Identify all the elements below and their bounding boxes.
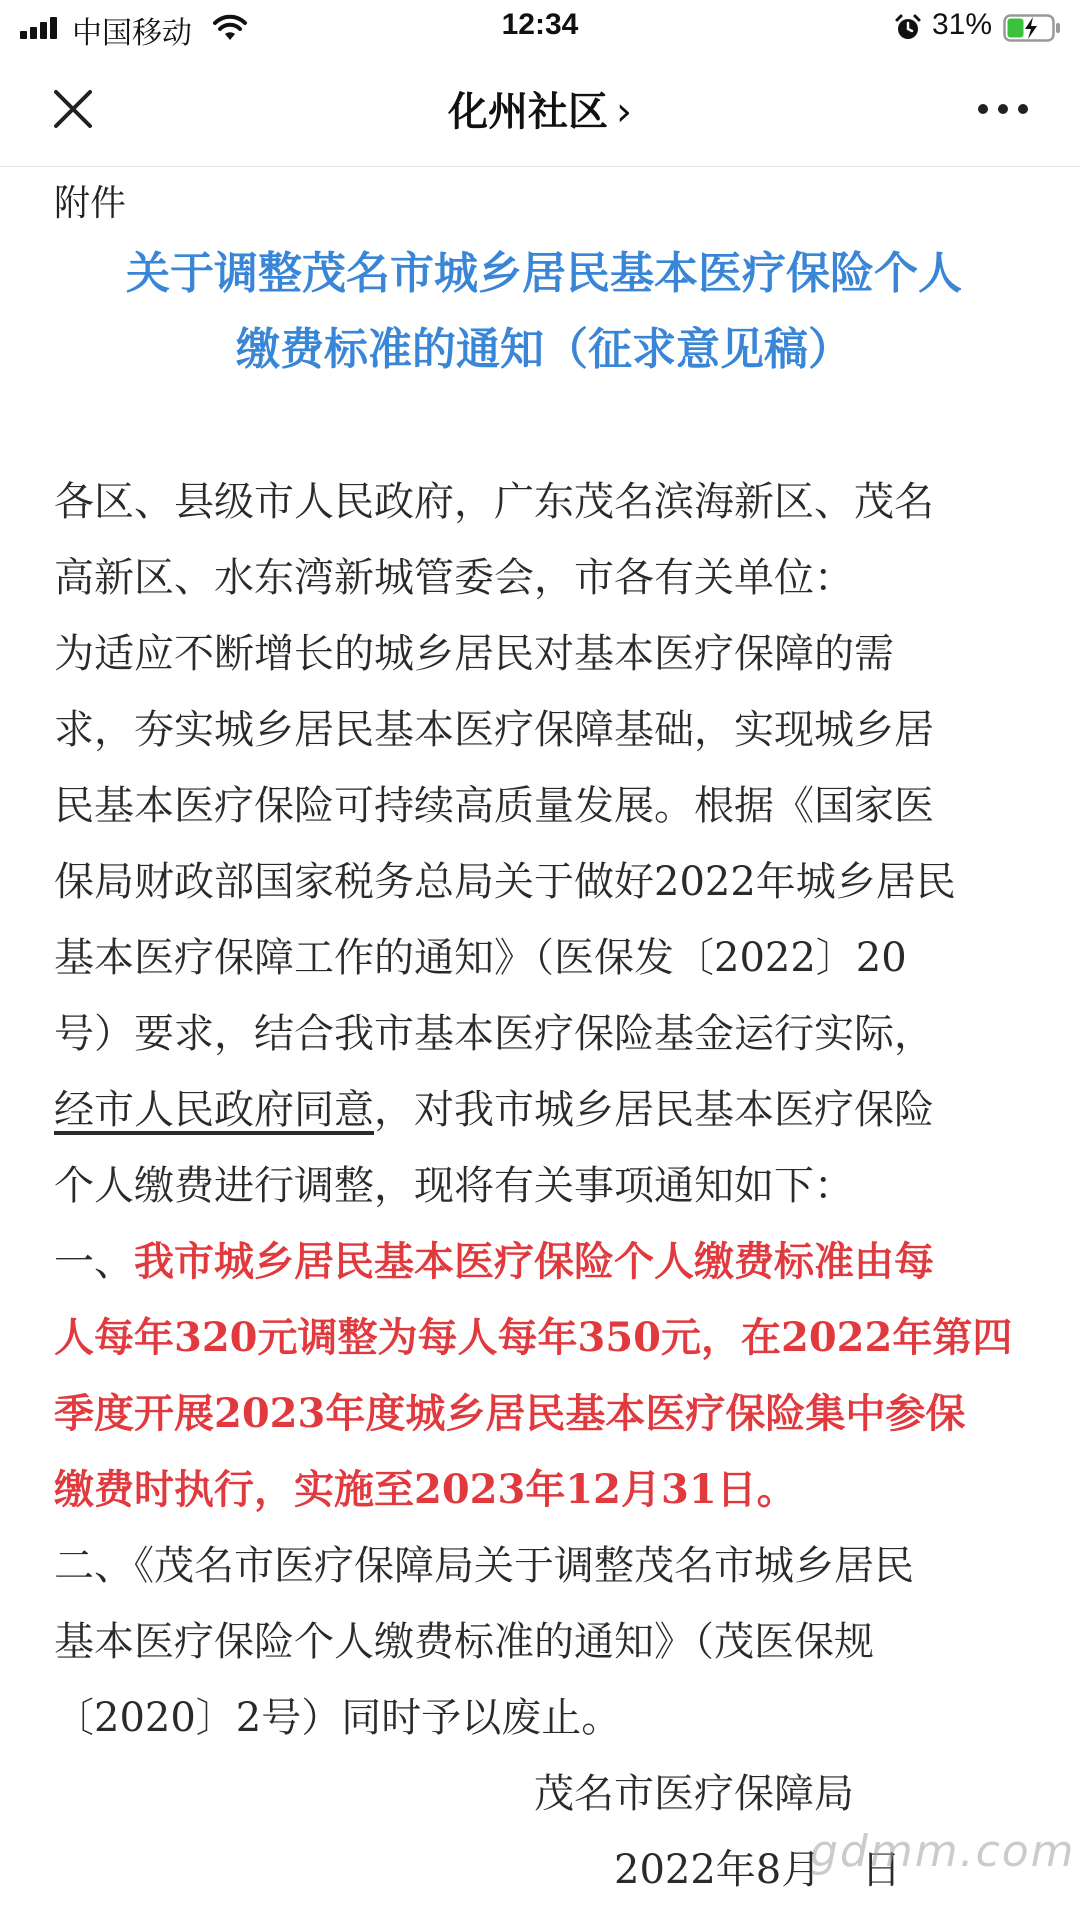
- item-one-prefix: 一、: [54, 1239, 134, 1285]
- paragraph-line: 个人缴费进行调整，现将有关事项通知如下：: [54, 1163, 854, 1209]
- item-one-line: 人每年320元调整为每人每年350元，在2022年第四: [54, 1314, 1013, 1361]
- paragraph-line: 民基本医疗保险可持续高质量发展。根据《国家医: [54, 783, 934, 829]
- paragraph-line: 求，夯实城乡居民基本医疗保障基础，实现城乡居: [54, 707, 934, 753]
- document-title-line: 缴费标准的通知（征求意见稿）: [236, 324, 852, 375]
- paragraph-line: 号）要求，结合我市基本医疗保险基金运行实际，: [54, 1011, 934, 1057]
- nav-bar: [0, 56, 1080, 167]
- paragraph-line: 各区、县级市人民政府，广东茂名滨海新区、茂名: [54, 479, 934, 525]
- article-body: [54, 166, 1034, 1908]
- item-one-line: [54, 1224, 1034, 1300]
- item-two-line: 〔2020〕2号）同时予以废止。: [54, 1695, 622, 1741]
- clock-time: 12:34: [501, 8, 579, 41]
- carrier-name: 中国移动: [72, 16, 192, 51]
- item-one-line: 缴费时执行，实施至2023年12月31日。: [54, 1466, 797, 1513]
- underlined-phrase: 经市人民政府同意: [54, 1087, 374, 1133]
- notice-body: [54, 464, 1034, 1756]
- battery-charging-icon: [1003, 14, 1061, 42]
- document-title: [54, 236, 1034, 388]
- account-title-link[interactable]: 化州社区: [448, 89, 608, 135]
- issue-date: 2022年8月 日: [614, 1847, 902, 1893]
- paragraph-line: 为适应不断增长的城乡居民对基本医疗保障的需: [54, 631, 894, 677]
- attachment-label: 附件: [54, 183, 127, 224]
- paragraph-line: [54, 1072, 1034, 1148]
- battery-percent: 31%: [932, 8, 993, 41]
- paragraph-line-rest: ，对我市城乡居民基本医疗保险: [374, 1087, 934, 1133]
- issuing-authority: 茂名市医疗保障局: [534, 1771, 854, 1817]
- status-bar: [0, 0, 1080, 56]
- alarm-icon: [893, 13, 923, 43]
- watermark: gdmm.com: [810, 1826, 1076, 1877]
- paragraph-line: 高新区、水东湾新城管委会，市各有关单位：: [54, 555, 854, 601]
- paragraph-line: 保局财政部国家税务总局关于做好2022年城乡居民: [54, 859, 956, 905]
- item-two-line: 二、《茂名市医疗保障局关于调整茂名市城乡居民: [54, 1543, 914, 1589]
- item-two-line: 基本医疗保险个人缴费标准的通知》（茂医保规: [54, 1619, 874, 1665]
- item-one-emphasis: 我市城乡居民基本医疗保险个人缴费标准由每: [134, 1238, 934, 1285]
- item-one-line: 季度开展2023年度城乡居民基本医疗保险集中参保: [54, 1390, 966, 1437]
- more-icon[interactable]: [978, 102, 1030, 116]
- paragraph-line: 基本医疗保障工作的通知》（医保发〔2022〕20: [54, 935, 907, 981]
- chevron-right-icon[interactable]: ›: [616, 89, 632, 135]
- document-title-line: 关于调整茂名市城乡居民基本医疗保险个人: [126, 248, 962, 299]
- nav-title-container: [0, 80, 1080, 137]
